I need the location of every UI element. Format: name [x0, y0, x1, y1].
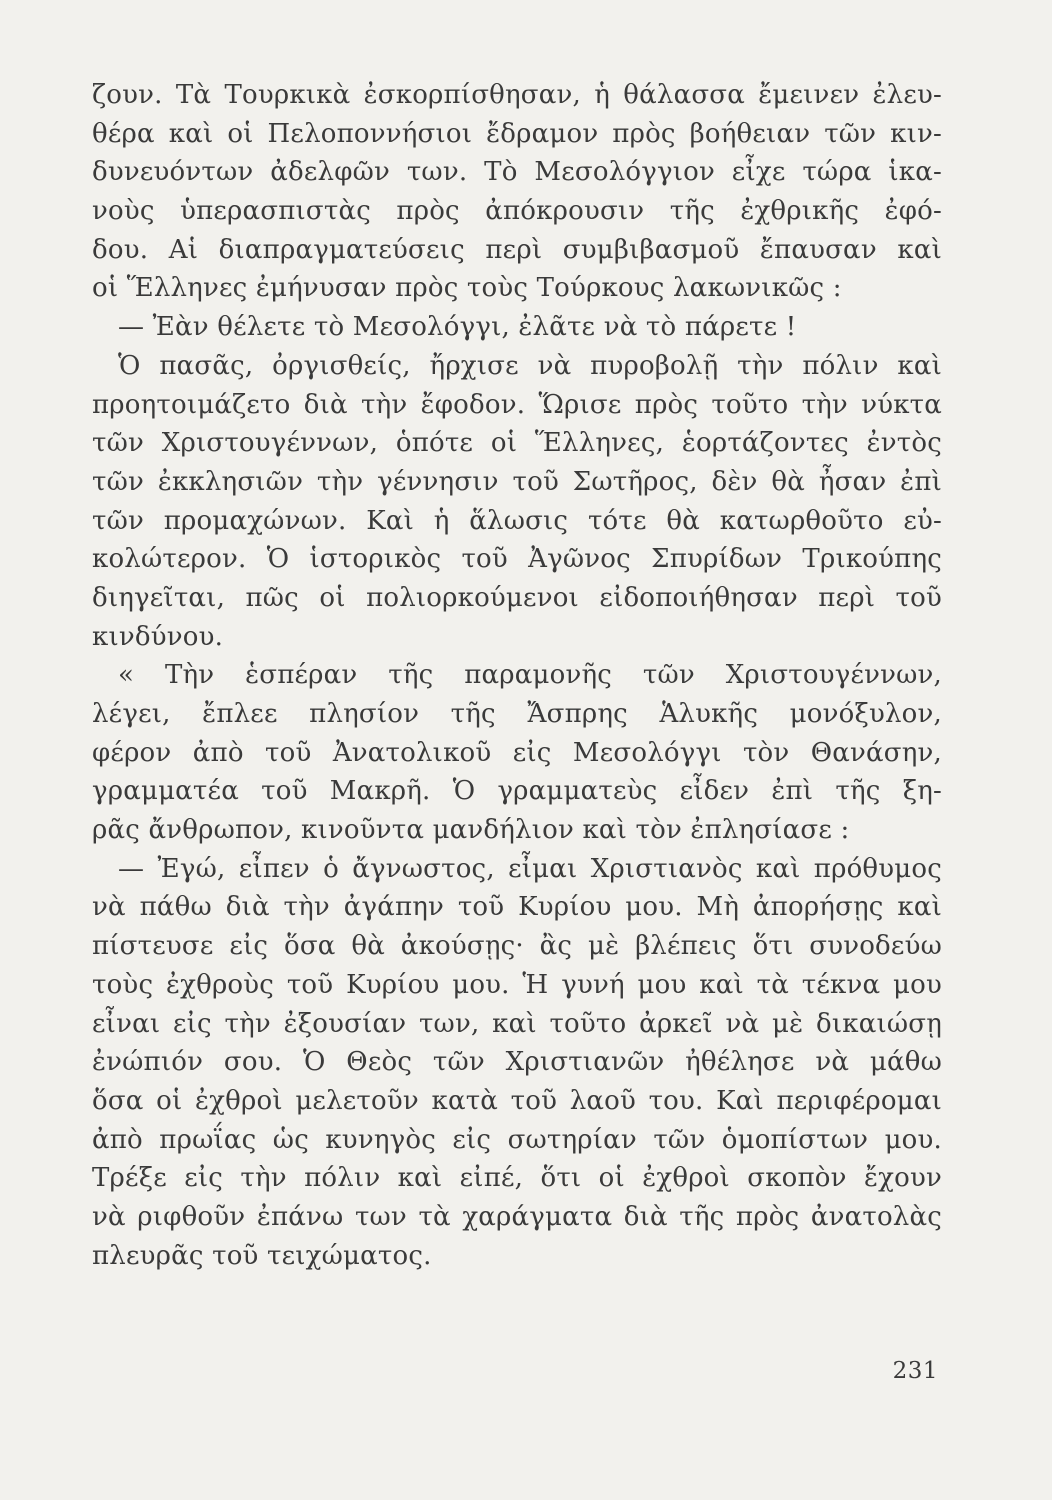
text-line: νοὺς ὑπερασπιστὰς πρὸς ἀπόκρουσιν τῆς ἐχθρικῆς ἐφό- — [92, 196, 942, 227]
text-line: τοὺς ἐχθροὺς τοῦ Κυρίου μου. Ἡ γυνή μου καὶ τὰ τέκνα μου — [92, 969, 942, 1000]
paragraph-start-line: Ὁ πασᾶς, ὀργισθείς, ἤρχισε νὰ πυροβολῇ τὴν πόλιν καὶ — [118, 350, 942, 381]
text-line: φέρον ἀπὸ τοῦ Ἀνατολικοῦ εἰς Μεσολόγγι τὸν Θανάσην, — [92, 737, 942, 768]
text-line: κινδύνου. — [92, 621, 224, 652]
text-line: γραμματέα τοῦ Μακρῆ. Ὁ γραμματεὺς εἶδεν ἐπὶ τῆς ξη- — [92, 776, 942, 807]
text-line: ὅσα οἱ ἐχθροὶ μελετοῦν κατὰ τοῦ λαοῦ του. Καὶ περιφέρομαι — [92, 1085, 942, 1116]
text-line: τῶν ἐκκλησιῶν τὴν γέννησιν τοῦ Σωτῆρος, δὲν θὰ ἦσαν ἐπὶ — [92, 466, 942, 497]
text-line: εἶναι εἰς τὴν ἐξουσίαν των, καὶ τοῦτο ἀρκεῖ νὰ μὲ δικαιώσῃ — [92, 1008, 942, 1039]
dialogue-line: — Ἐὰν θέλετε τὸ Μεσολόγγι, ἐλᾶτε νὰ τὸ πάρετε ! — [118, 312, 797, 343]
text-line: πλευρᾶς τοῦ τειχώματος. — [92, 1240, 432, 1271]
text-line: νὰ πάθω διὰ τὴν ἀγάπην τοῦ Κυρίου μου. Μὴ ἀπορήσῃς καὶ — [92, 892, 942, 923]
quote-start-line: « Τὴν ἑσπέραν τῆς παραμονῆς τῶν Χριστουγέννων, — [118, 660, 942, 691]
dialogue-line: — Ἐγώ, εἶπεν ὁ ἄγνωστος, εἶμαι Χριστιανὸς καὶ πρόθυμος — [118, 853, 942, 884]
text-line: πίστευσε εἰς ὅσα θὰ ἀκούσῃς· ἂς μὲ βλέπεις ὅτι συνοδεύω — [92, 931, 942, 962]
body-text — [92, 76, 942, 1275]
text-line: Τρέξε εἰς τὴν πόλιν καὶ εἰπέ, ὅτι οἱ ἐχθροὶ σκοπὸν ἔχουν — [92, 1163, 942, 1194]
text-line: λέγει, ἔπλεε πλησίον τῆς Ἄσπρης Ἁλυκῆς μονόξυλον, — [92, 699, 942, 729]
text-line: ἀπὸ πρωΐας ὡς κυνηγὸς εἰς σωτηρίαν τῶν ὁμοπίστων μου. — [92, 1124, 942, 1155]
text-line: θέρα καὶ οἱ Πελοποννήσιοι ἔδραμον πρὸς βοήθειαν τῶν κιν- — [92, 118, 942, 149]
text-line: κολώτερον. Ὁ ἱστορικὸς τοῦ Ἀγῶνος Σπυρίδων Τρικούπης — [92, 544, 942, 575]
page-number: 231 — [892, 1358, 938, 1384]
text-line: δυνευόντων ἀδελφῶν των. Τὸ Μεσολόγγιον εἶχε τώρα ἱκα- — [92, 157, 942, 188]
text-line: δου. Αἱ διαπραγματεύσεις περὶ συμβιβασμοῦ ἔπαυσαν καὶ — [92, 234, 942, 265]
text-line: ζουν. Τὰ Τουρκικὰ ἐσκορπίσθησαν, ἡ θάλασσα ἔμεινεν ἐλευ- — [92, 80, 942, 110]
text-line: τῶν προμαχώνων. Καὶ ἡ ἅλωσις τότε θὰ κατωρθοῦτο εὐ- — [92, 505, 942, 536]
text-line: διηγεῖται, πῶς οἱ πολιορκούμενοι εἰδοποιήθησαν περὶ τοῦ — [92, 582, 942, 613]
text-line: οἱ Ἕλληνες ἐμήνυσαν πρὸς τοὺς Τούρκους λακωνικῶς : — [92, 273, 842, 304]
text-line: ἐνώπιόν σου. Ὁ Θεὸς τῶν Χριστιανῶν ἠθέλησε νὰ μάθω — [92, 1047, 942, 1078]
text-line: νὰ ριφθοῦν ἐπάνω των τὰ χαράγματα διὰ τῆς πρὸς ἀνατολὰς — [92, 1201, 942, 1232]
text-line: ρᾶς ἄνθρωπον, κινοῦντα μανδήλιον καὶ τὸν ἐπλησίασε : — [92, 815, 850, 846]
text-line: προητοιμάζετο διὰ τὴν ἔφοδον. Ὥρισε πρὸς τοῦτο τὴν νύκτα — [92, 389, 942, 420]
text-line: τῶν Χριστουγέννων, ὁπότε οἱ Ἕλληνες, ἑορτάζοντες ἐντὸς — [92, 428, 942, 459]
